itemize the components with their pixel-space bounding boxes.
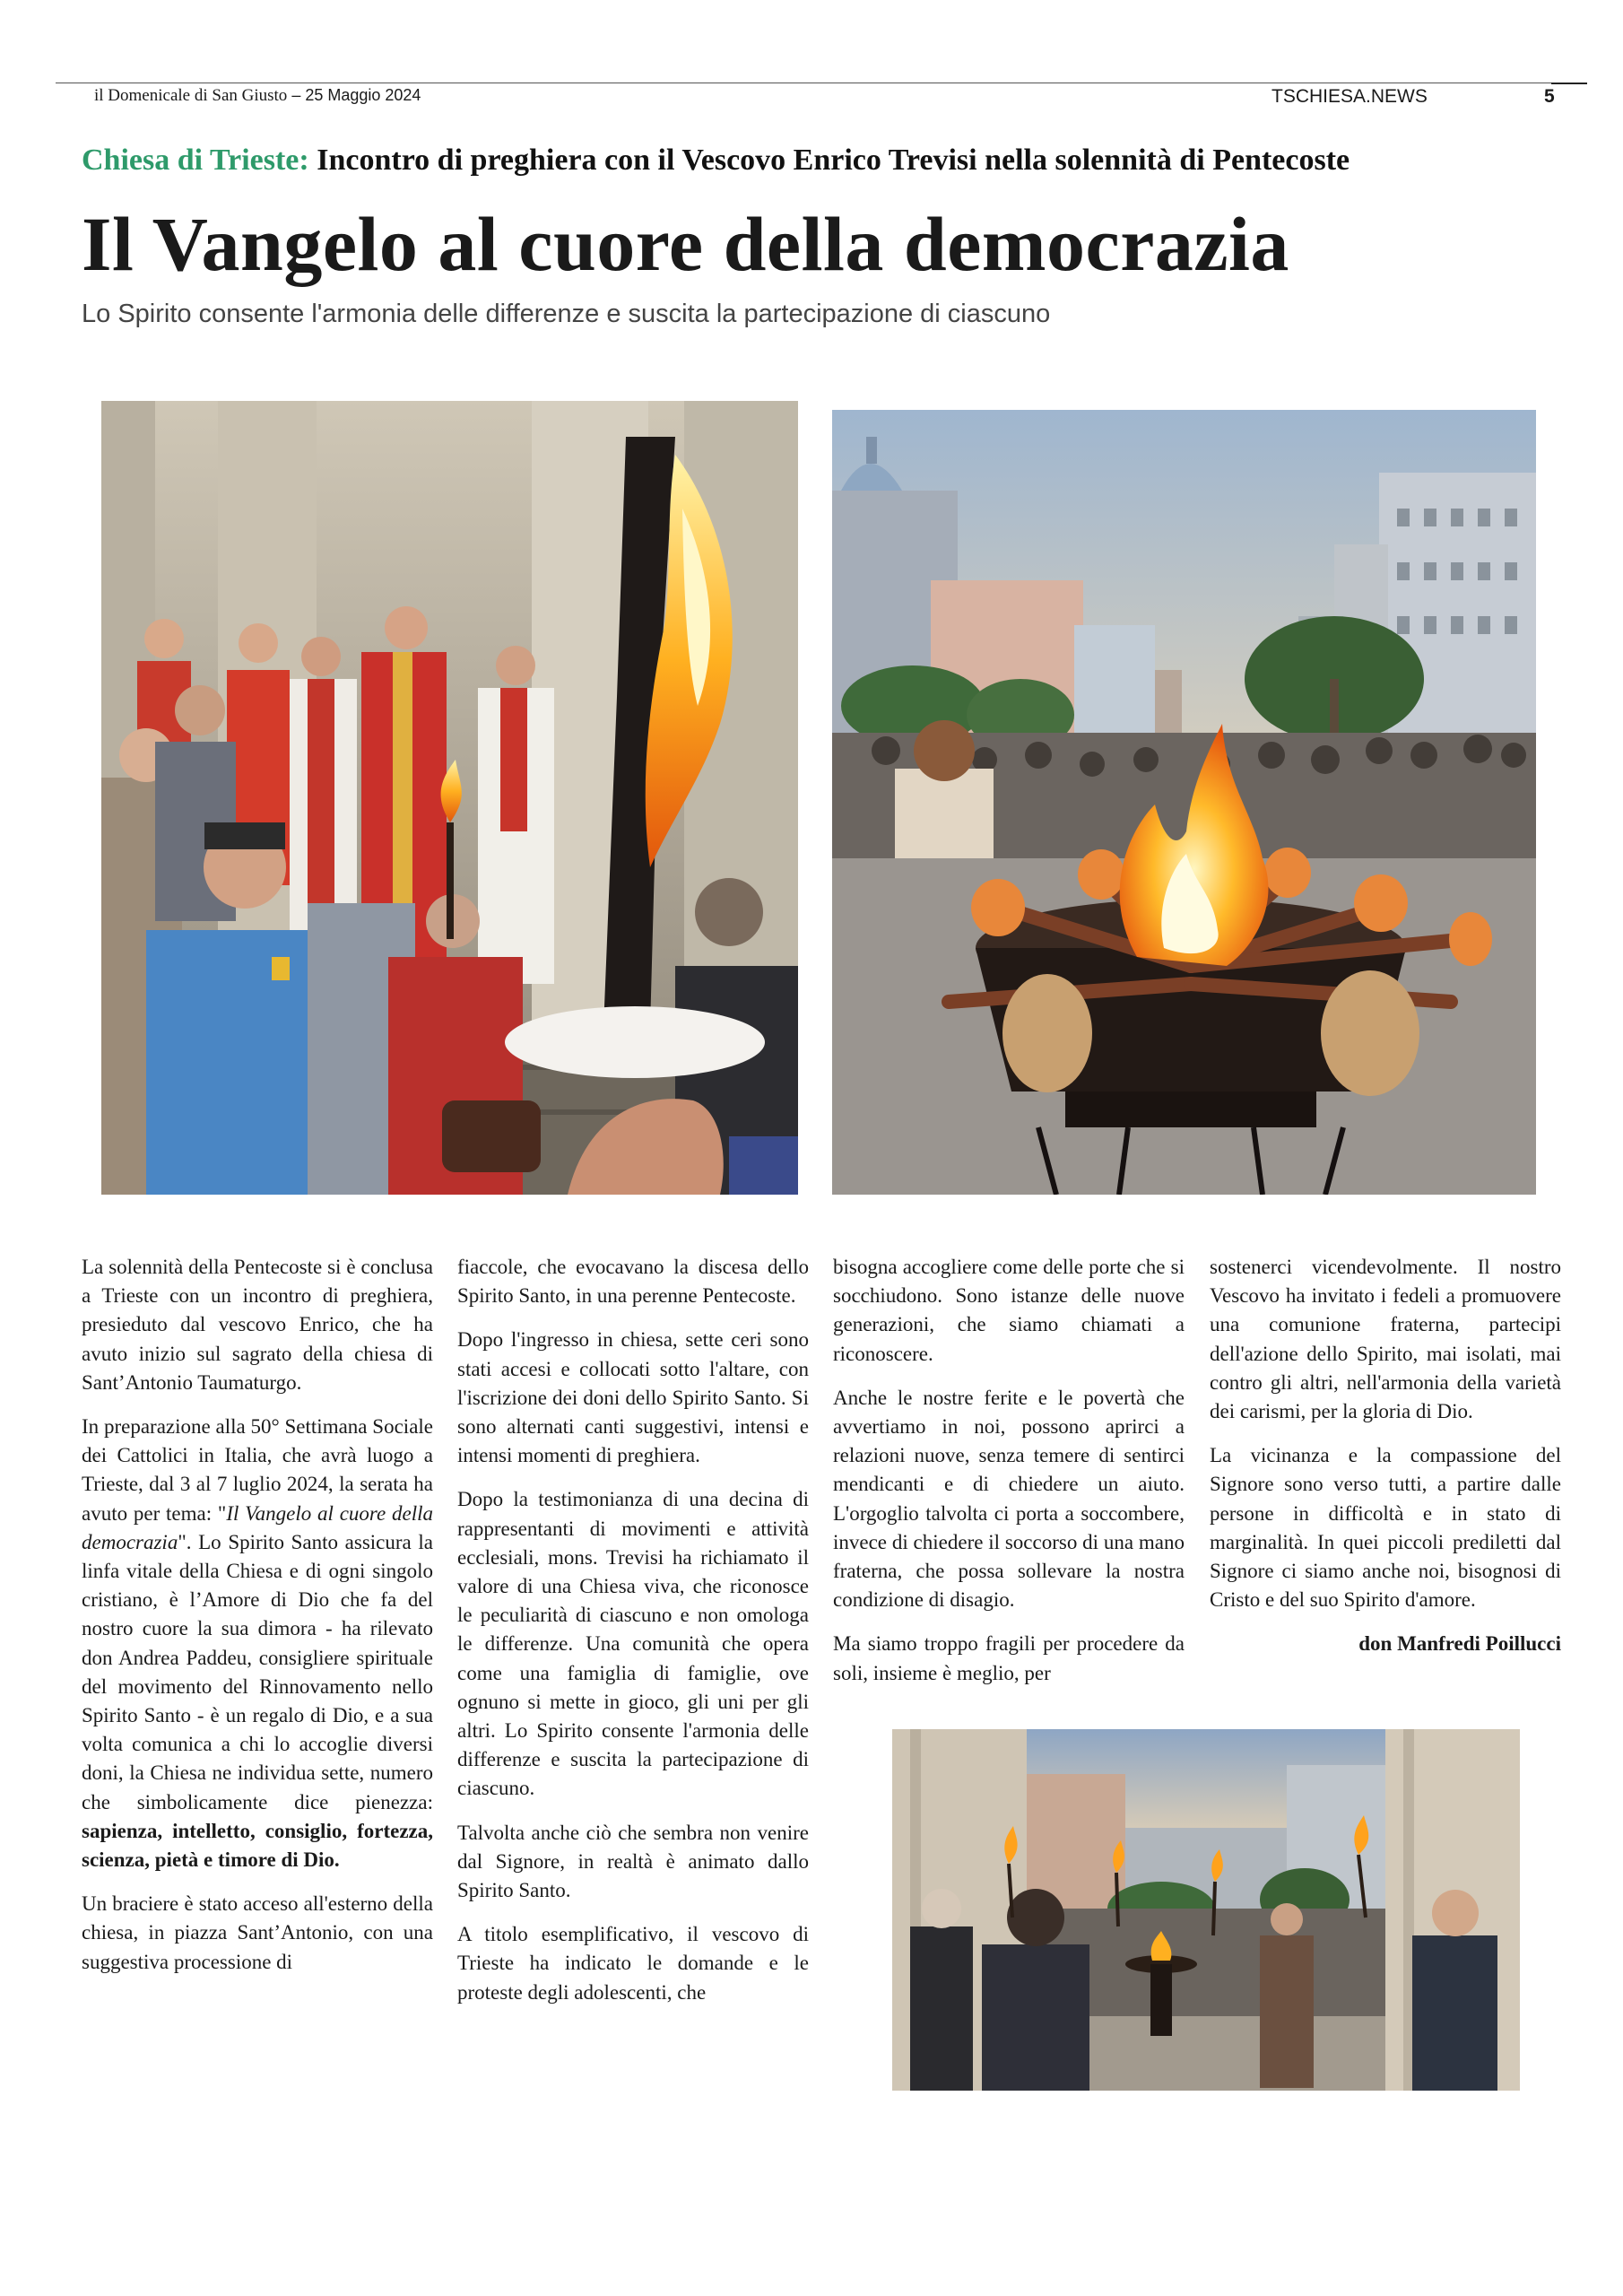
site-name: TSCHIESA.NEWS [1271,86,1428,107]
paragraph: Un braciere è stato acceso all'esterno della chiesa, in piazza Sant’Antonio, con una suggestiva processione di [82,1892,433,1973]
article-title: Il Vangelo al cuore della democrazia [82,201,1289,287]
photo-portico-torches-image [892,1729,1520,2091]
photo-brazier-piazza-image [832,410,1536,1195]
paragraph: Ma siamo troppo fragili per procedere da soli, insieme è meglio, per [833,1632,1185,1684]
article-column-4 [1210,1253,1561,1674]
author-signature: don Manfredi Poillucci [1358,1632,1561,1656]
paragraph: bisogna accogliere come delle porte che si socchiudono. Sono istanze delle nuove generazioni, che siamo chiamati a riconoscere. [833,1256,1185,1365]
paragraph: Dopo la testimonianza di una decina di rappresentanti di movimenti e attività ecclesiali, mons. Trevisi ha richiamato il valore di una Chiesa viva, che riconosce le peculiarità di ciascuno e non omologa le differenze. Una comunità che opera come una famiglia di famiglie, ove ognuno si mette in gioco, gli uni per gli altri. Lo Spirito consente l'armonia delle differenze e suscita la partecipazione di ciascuno. [457,1488,809,1800]
kicker-section: Chiesa di Trieste: [82,144,309,177]
paragraph: fiaccole, che evocavano la discesa dello Spirito Santo, in una perenne Pentecoste. [457,1256,809,1308]
paragraph: La solennità della Pentecoste si è conclusa a Trieste con un incontro di preghiera, presieduto dal vescovo Enrico, che ha avuto inizio sul sagrato della chiesa di Sant’Antonio Taumaturgo. [82,1256,433,1394]
paragraph: La vicinanza e la compassione del Signore sono verso tutti, a partire dalle persone in difficoltà e in stato di marginalità. In quei piccoli prediletti dal Signore ci siamo anche noi, bisognosi di Cristo e del suo Spirito d'amore. [1210,1444,1561,1612]
publication-date: – 25 Maggio 2024 [287,86,421,104]
paragraph: Anche le nostre ferite e le povertà che avvertiamo in noi, possono aprirci a relazioni nuove, senza temere di sentirci mendicanti e di chiedere un aiuto. L'orgoglio talvolta ci porta a soccombere, invece di chiedere il soccorso di una mano fraterna, che possa sollevare la nostra condizione di disagio. [833,1386,1185,1612]
paragraph: sostenerci vicendevolmente. Il nostro Vescovo ha invitato i fedeli a promuovere una comunione fraterna, partecipi dell'azione dello Spirito, mai isolati, mai contro gli altri, nell'armonia della varietà dei carismi, per la gloria di Dio. [1210,1256,1561,1423]
photo-clergy-torch-image [101,401,798,1195]
paragraph-text: In preparazione alla 50° Settimana Sociale dei Cattolici in Italia, che avrà luogo a Trieste, dal 3 al 7 luglio 2024, la serata ha avuto per tema: " [82,1415,433,1525]
article-column-1 [82,1253,433,1992]
article-column-3 [833,1253,1185,1703]
photo-portico-torches [892,1729,1520,2091]
publication-name: il Domenicale di San Giusto [94,86,288,105]
article-subtitle: Lo Spirito consente l'armonia delle differenze e suscita la partecipazione di ciascuno [82,300,1051,328]
kicker-text: Incontro di preghiera con il Vescovo Enrico Trevisi nella solennità di Pentecoste [308,144,1350,177]
page-number: 5 [1544,86,1555,107]
paragraph: A titolo esemplificativo, il vescovo di Trieste ha indicato le domande e le proteste degli adolescenti, che [457,1923,809,2004]
paragraph: Talvolta anche ciò che sembra non venire dal Signore, in realtà è animato dallo Spirito Santo. [457,1821,809,1902]
paragraph: Dopo l'ingresso in chiesa, sette ceri sono stati accesi e collocati sotto l'altare, con l'iscrizione dei doni dello Spirito Santo. Si sono alternati canti suggestivi, intensi e intensi momenti di preghiera. [457,1328,809,1467]
photo-brazier-piazza [832,410,1536,1195]
paragraph-italic: Il Vangelo al cuore della democrazia [82,1501,433,1553]
paragraph-text: ". Lo Spirito Santo assicura la linfa vitale della Chiesa e di ogni singolo cristiano, è l’Amore di Dio che fa del nostro cuore la sua dimora - ha rilevato don Andrea Paddeu, consigliere spirituale del movimento del Rinnovamento nello Spirito Santo - è un regalo di Dio, e a sua volta comunica a chi lo accoglie diversi doni, la Chiesa ne individua sette, numero che simbolicamente dice pienezza: [82,1530,433,1813]
publication-header [94,86,421,106]
header-rule-page [1551,83,1587,84]
photo-clergy-torch [101,401,798,1195]
article-column-2 [457,1253,809,2022]
paragraph-bold: sapienza, intelletto, consiglio, fortezza, scienza, pietà e timore di Dio. [82,1819,433,1872]
paragraph [82,1413,433,1874]
article-kicker [82,144,1350,178]
